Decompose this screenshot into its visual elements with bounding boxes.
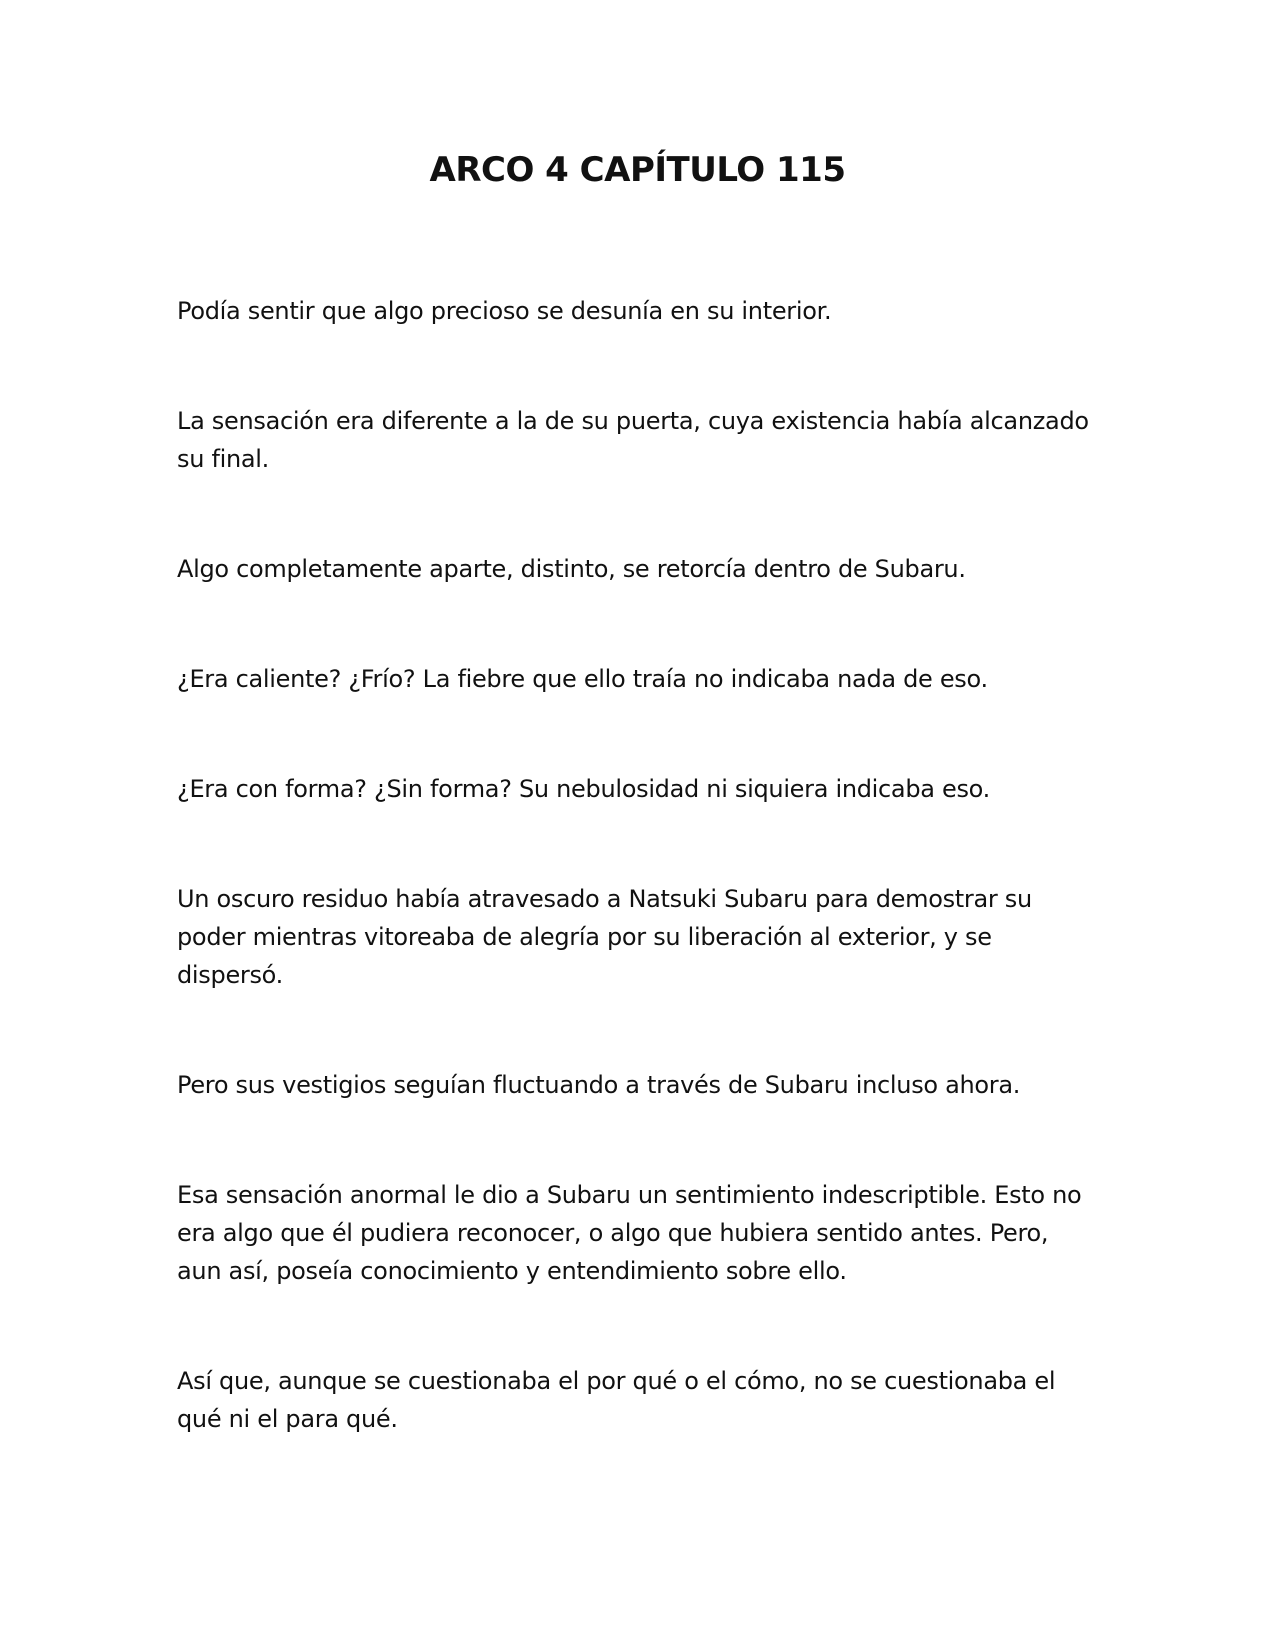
chapter-title: ARCO 4 CAPÍTULO 115	[429, 150, 846, 190]
paragraph: Pero sus vestigios seguían fluctuando a través de Subaru incluso ahora.	[177, 1071, 1021, 1099]
paragraph: La sensación era diferente a la de su puerta, cuya existencia había alcanzado su final.	[177, 407, 1089, 473]
paragraph: Un oscuro residuo había atravesado a Natsuki Subaru para demostrar su poder mientras vitoreaba de alegría por su liberación al exterior, y se dispersó.	[177, 885, 1032, 989]
chapter-body	[177, 292, 1097, 1510]
paragraph: ¿Era caliente? ¿Frío? La fiebre que ello traía no indicaba nada de eso.	[177, 665, 988, 693]
paragraph: ¿Era con forma? ¿Sin forma? Su nebulosidad ni siquiera indicaba eso.	[177, 775, 990, 803]
paragraph: Algo completamente aparte, distinto, se retorcía dentro de Subaru.	[177, 555, 966, 583]
paragraph: Esa sensación anormal le dio a Subaru un sentimiento indescriptible. Esto no era algo que él pudiera reconocer, o algo que hubiera sentido antes. Pero, aun así, poseía conocimiento y entendimiento sobre ello.	[177, 1181, 1082, 1285]
paragraph: Podía sentir que algo precioso se desunía en su interior.	[177, 297, 832, 325]
paragraph: Así que, aunque se cuestionaba el por qué o el cómo, no se cuestionaba el qué ni el para qué.	[177, 1367, 1056, 1433]
